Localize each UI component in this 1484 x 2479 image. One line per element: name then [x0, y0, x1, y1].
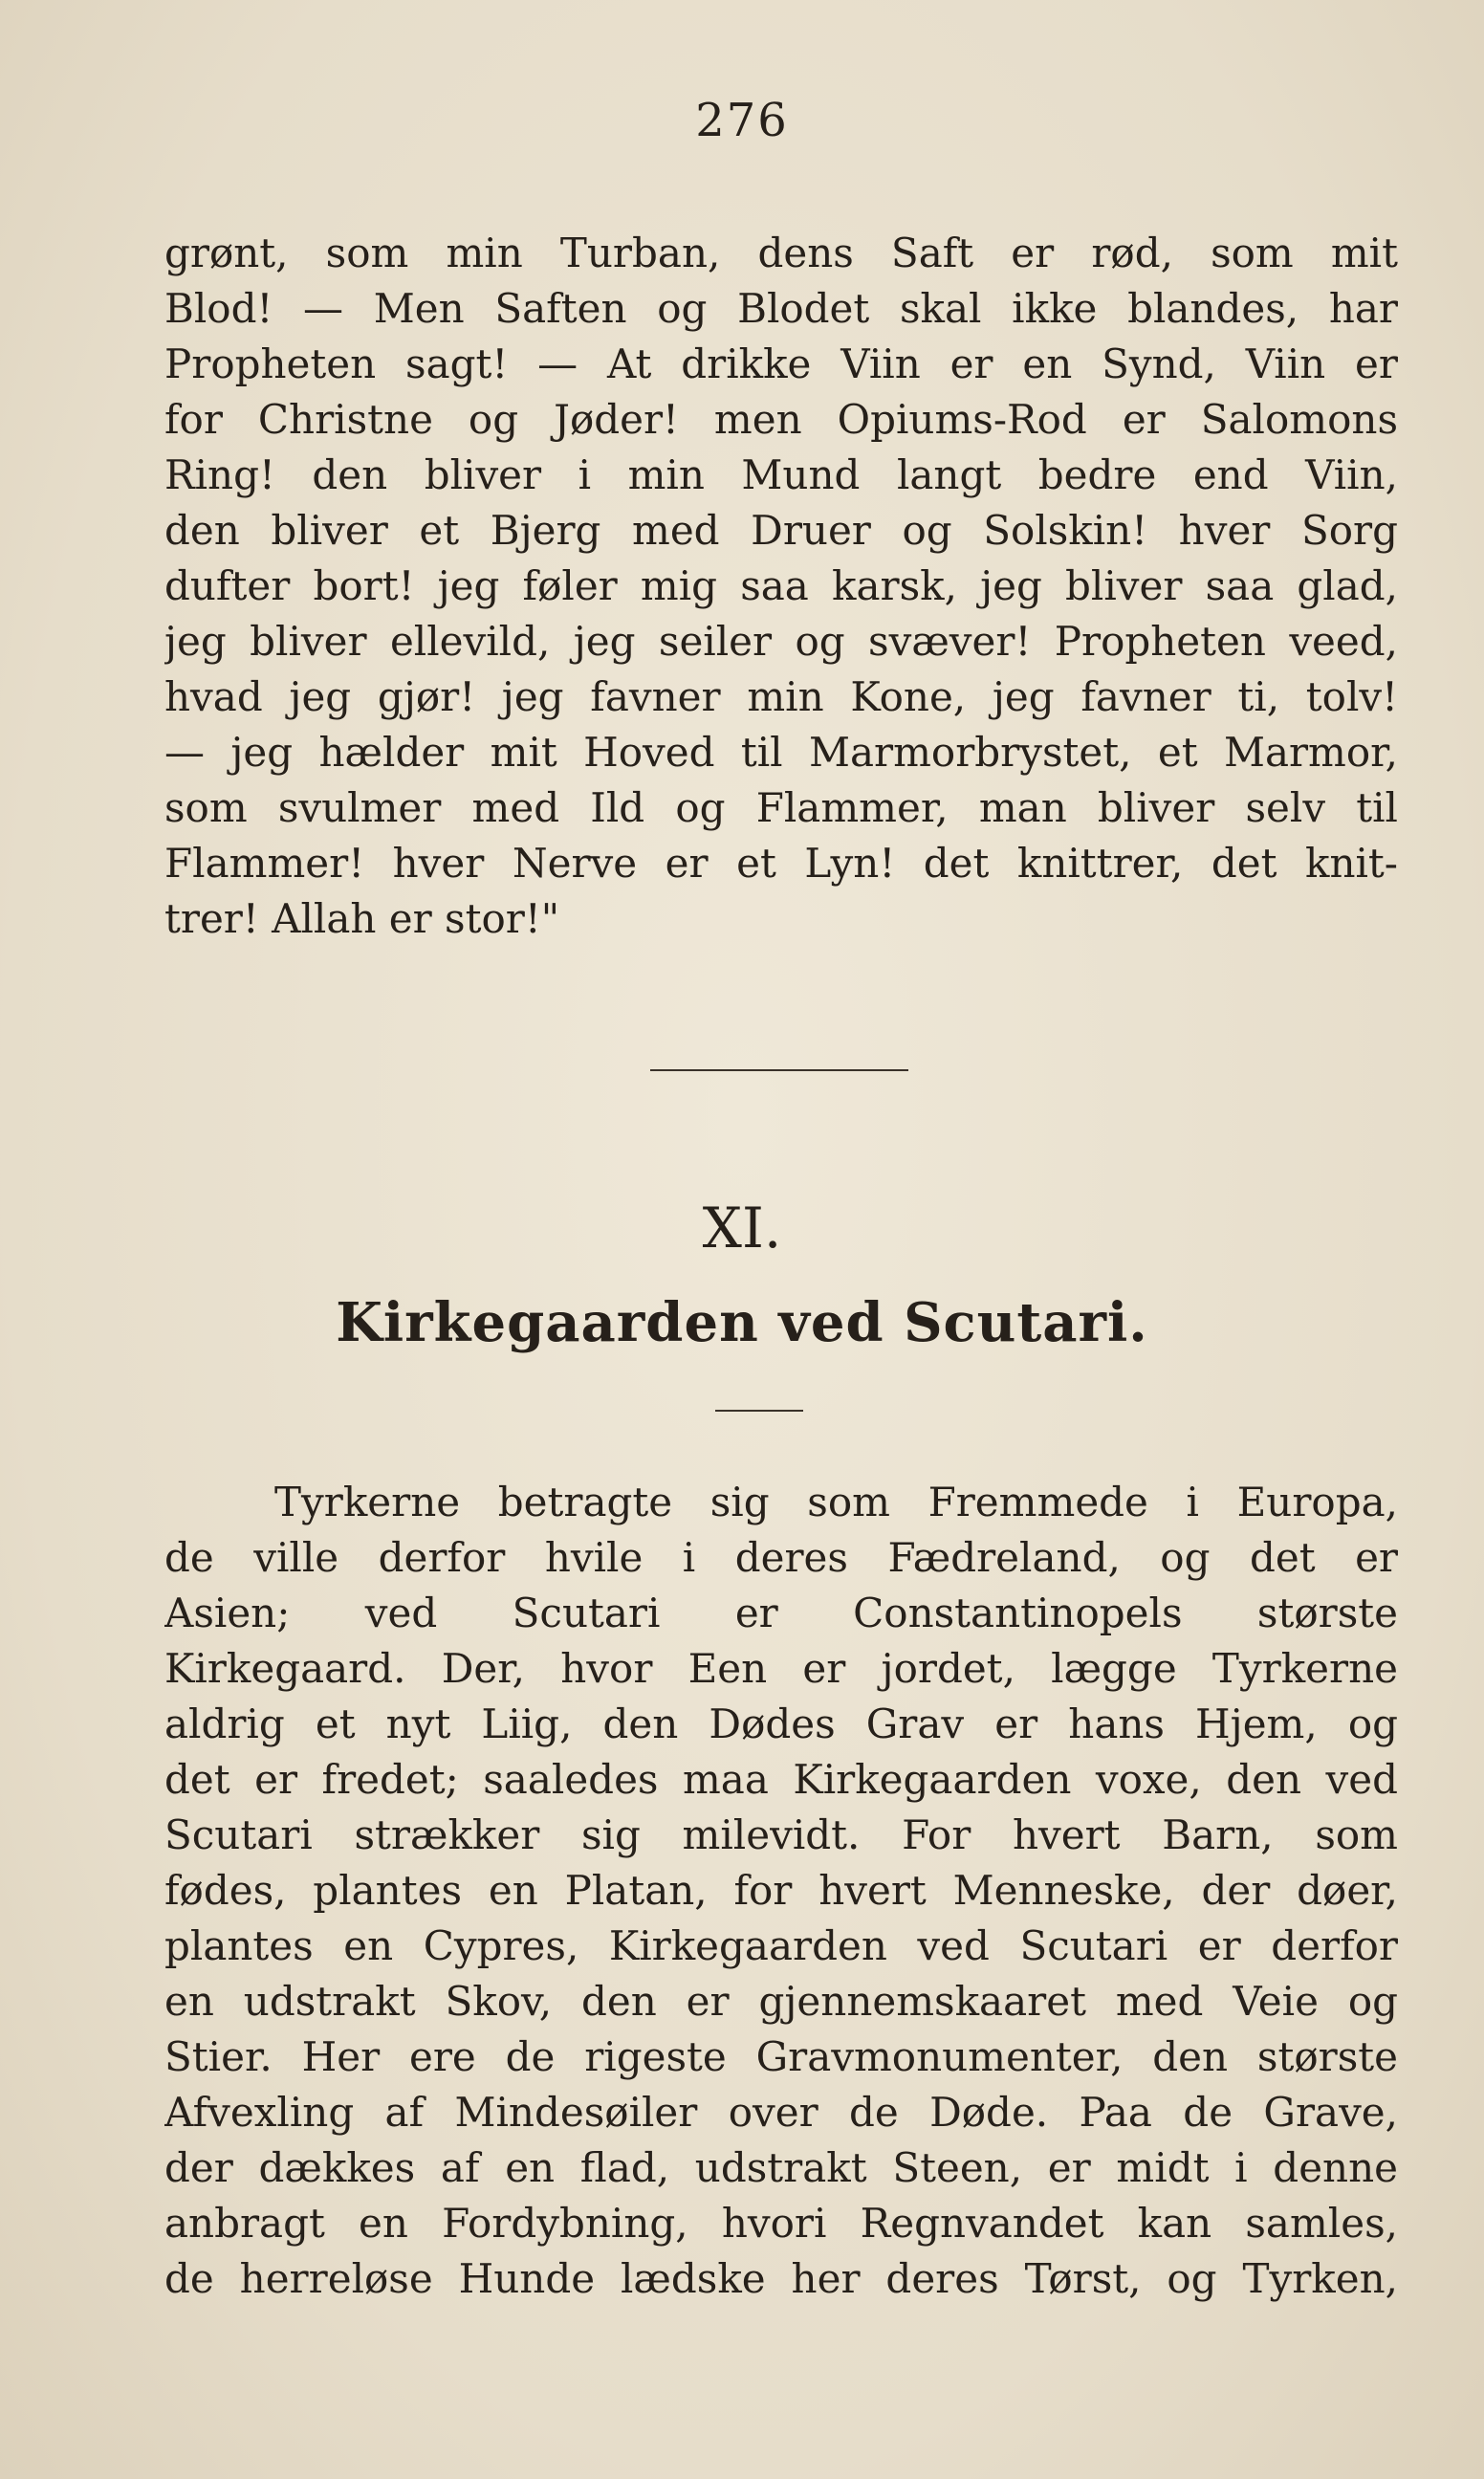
text-line: — jeg hælder mit Hoved til Marmorbrystet, et Marmor, [164, 729, 1398, 776]
text-line: der dækkes af en flad, udstrakt Steen, er midt i denne [164, 2144, 1398, 2191]
text-line: plantes en Cypres, Kirkegaarden ved Scutari er derfor [164, 1922, 1398, 1969]
text-line: for Christne og Jøder! men Opiums-Rod er Salomons [164, 396, 1398, 443]
text-line: Stier. Her ere de rigeste Gravmonumenter, den største [164, 2033, 1398, 2080]
chapter-number: XI. [702, 1196, 782, 1261]
text-line: Ring! den bliver i min Mund langt bedre end Viin, [164, 451, 1398, 498]
text-line: det er fredet; saaledes maa Kirkegaarden voxe, den ved [164, 1756, 1398, 1803]
text-line: Kirkegaard. Der, hvor Een er jordet, lægge Tyrkerne [164, 1645, 1398, 1692]
text-line: Afvexling af Mindesøiler over de Døde. Paa de Grave, [164, 2089, 1398, 2136]
text-line: anbragt en Fordybning, hvori Regnvandet kan samles, [164, 2200, 1398, 2247]
text-line: Flammer! hver Nerve er et Lyn! det knittrer, det knit- [164, 840, 1398, 887]
text-line: en udstrakt Skov, den er gjennemskaaret med Veie og [164, 1978, 1398, 2025]
text-line: Blod! — Men Saften og Blodet skal ikke blandes, har [164, 285, 1398, 332]
text-line: som svulmer med Ild og Flammer, man bliver selv til [164, 784, 1398, 831]
text-line: trer! Allah er stor!" [164, 895, 560, 942]
text-line: dufter bort! jeg føler mig saa karsk, jeg bliver saa glad, [164, 562, 1398, 609]
text-line: jeg bliver ellevild, jeg seiler og svæver! Propheten veed, [164, 618, 1398, 665]
section-divider [650, 1069, 908, 1071]
text-line: de ville derfor hvile i deres Fædreland, og det er [164, 1534, 1398, 1581]
page-number: 276 [695, 94, 789, 147]
text-line: Asien; ved Scutari er Constantinopels største [164, 1590, 1398, 1636]
title-divider [715, 1410, 803, 1412]
text-line: aldrig et nyt Liig, den Dødes Grav er hans Hjem, og [164, 1700, 1398, 1747]
text-line: de herreløse Hunde lædske her deres Tørst, og Tyrken, [164, 2255, 1398, 2302]
text-line: fødes, plantes en Platan, for hvert Menneske, der døer, [164, 1867, 1398, 1914]
text-line: hvad jeg gjør! jeg favner min Kone, jeg favner ti, tolv! [164, 673, 1398, 720]
text-line: den bliver et Bjerg med Druer og Solskin! hver Sorg [164, 507, 1398, 554]
text-line: Scutari strækker sig milevidt. For hvert Barn, som [164, 1811, 1398, 1858]
text-line: Propheten sagt! — At drikke Viin er en Synd, Viin er [164, 340, 1398, 387]
chapter-title: Kirkegaarden ved Scutari. [336, 1291, 1148, 1354]
text-line: Tyrkerne betragte sig som Fremmede i Europa, [274, 1479, 1398, 1525]
text-line: grønt, som min Turban, dens Saft er rød, som mit [164, 230, 1398, 276]
